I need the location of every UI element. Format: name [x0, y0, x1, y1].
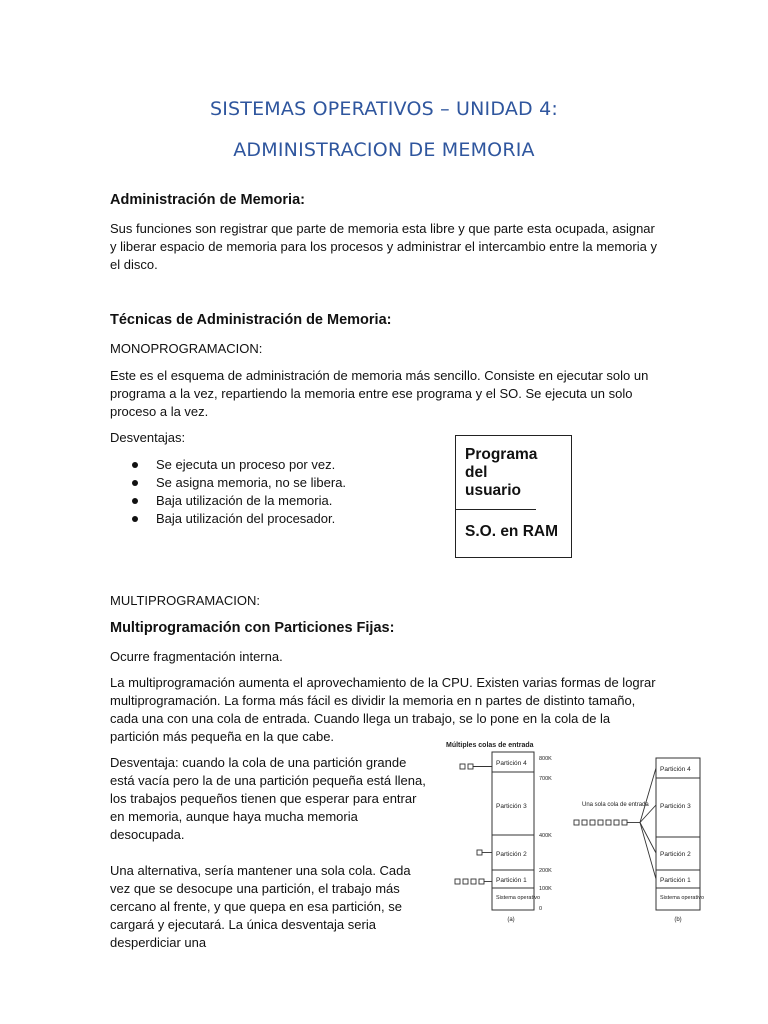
section-heading-fixed-partitions: Multiprogramación con Particiones Fijas: [110, 620, 395, 636]
address-800k: 800K [539, 756, 552, 762]
svg-text:(b) [674, 917, 681, 923]
svg-text:(a) [507, 917, 514, 923]
svg-text:Partición 3 [660, 803, 691, 810]
section-heading-memory-admin: Administración de Memoria: [110, 192, 305, 208]
fixed-partition-disadvantage: Desventaja: cuando la cola de una partición grande está vacía pero la de una partición pequeña está llena, los trabajos pequeños tienen que esperar para entrar en memoria, aunque haya mucha memoria desocupada. [110, 755, 426, 842]
svg-text:Una sola cola de entrada [582, 802, 649, 808]
monoprogramming-paragraph: Este es el esquema de administración de memoria más sencillo. Consiste en ejecutar solo un programa a la vez, repartiendo la memoria entre ese programa y el SO. Se ejecuta un solo proceso a la vez. [110, 368, 649, 419]
caption-a: (a) [507, 917, 515, 923]
disadvantages-label: Desventajas: [110, 430, 186, 445]
address-200k: 200K [539, 868, 552, 874]
caption-b: (b) [674, 917, 682, 923]
disadvantages-list [110, 456, 430, 528]
svg-text:200K [539, 868, 552, 874]
os-label-a: Sistema operativo [496, 895, 541, 901]
disadvantage-item: Baja utilización del procesador. [110, 510, 430, 528]
disadvantage-item: Baja utilización de la memoria. [110, 492, 430, 510]
partition-1-label-b: Partición 1 [660, 877, 691, 884]
address-0: 0 [539, 906, 543, 912]
title-line-2: ADMINISTRACION DE MEMORIA [233, 139, 535, 161]
address-400k: 400K [539, 833, 552, 839]
memory-admin-paragraph: Sus funciones son registrar que parte de memoria esta libre y que parte esta ocupada, asignar y liberar espacio de memoria para los procesos y administrar el intercambio entre la memoria y el disco. [110, 221, 657, 272]
memory-column-b [656, 758, 700, 910]
title-line-1: SISTEMAS OPERATIVOS – UNIDAD 4: [209, 98, 559, 120]
section-heading-techniques: Técnicas de Administración de Memoria: [110, 312, 392, 328]
partition-4-label-a: Partición 4 [496, 760, 527, 767]
partition-1-label-a: Partición 1 [496, 877, 527, 884]
partition-3-label-b: Partición 3 [660, 803, 691, 810]
svg-text:Sistema operativo [660, 895, 704, 901]
monoprogramming-label: MONOPROGRAMACION: [110, 341, 263, 356]
svg-text:Partición 3 [496, 803, 527, 810]
multiple-queues-label-text: Múltiples colas de entrada [446, 742, 534, 749]
os-label-b: Sistema operativo [660, 895, 705, 901]
svg-text:800K [539, 756, 552, 762]
queue-partition-1 [455, 879, 492, 884]
single-queue-label: Una sola cola de entrada [582, 802, 649, 808]
user-program-block: Programa del usuario [456, 436, 536, 510]
svg-text:400K [539, 833, 552, 839]
partition-2-label-b: Partición 2 [660, 851, 691, 858]
single-queue [574, 768, 656, 879]
svg-text:0 [539, 906, 542, 912]
partition-queues-figure [440, 738, 705, 923]
address-100k: 100K [539, 886, 552, 892]
queue-partition-4 [460, 764, 492, 769]
partition-3-label-a: Partición 3 [496, 803, 527, 810]
multiple-queues-label [446, 742, 534, 749]
monoprogramming-memory-figure [455, 435, 572, 558]
queue-partition-2 [477, 850, 492, 855]
svg-text:Partición 2 [660, 851, 691, 858]
partition-4-label-b: Partición 4 [660, 766, 691, 773]
svg-text:Partición 1 [496, 877, 527, 884]
disadvantage-item: Se ejecuta un proceso por vez. [110, 456, 430, 474]
svg-text:Partición 1 [660, 877, 691, 884]
svg-text:700K [539, 776, 552, 782]
svg-text:Partición 4 [496, 760, 527, 767]
svg-text:100K [539, 886, 552, 892]
svg-text:Sistema operativo [496, 895, 540, 901]
os-in-ram-block: S.O. en RAM [465, 523, 559, 540]
multiprogramming-paragraph: La multiprogramación aumenta el aprovechamiento de la CPU. Existen varias formas de lograr multiprogramación. La forma más fácil es dividir la memoria en n partes de distinto tamaño, cada una con una cola de entrada. Cuando llega un trabajo, se lo pone en la cola de la partición más pequeña en la que cabe. [110, 675, 656, 744]
svg-text:Partición 4 [660, 766, 691, 773]
disadvantage-item: Se asigna memoria, no se libera. [110, 474, 430, 492]
memory-column-a [492, 752, 534, 910]
multiprogramming-label: MULTIPROGRAMACION: [110, 593, 260, 608]
address-700k: 700K [539, 776, 552, 782]
svg-text:Partición 2 [496, 851, 527, 858]
partition-2-label-a: Partición 2 [496, 851, 527, 858]
single-queue-alternative: Una alternativa, sería mantener una sola cola. Cada vez que se desocupe una partición, el trabajo más cercano al frente, y que quepa en esa partición, se cargará y ejecutará. La única desventaja seria desperdiciar una [110, 863, 411, 950]
fragmentation-note: Ocurre fragmentación interna. [110, 649, 283, 664]
